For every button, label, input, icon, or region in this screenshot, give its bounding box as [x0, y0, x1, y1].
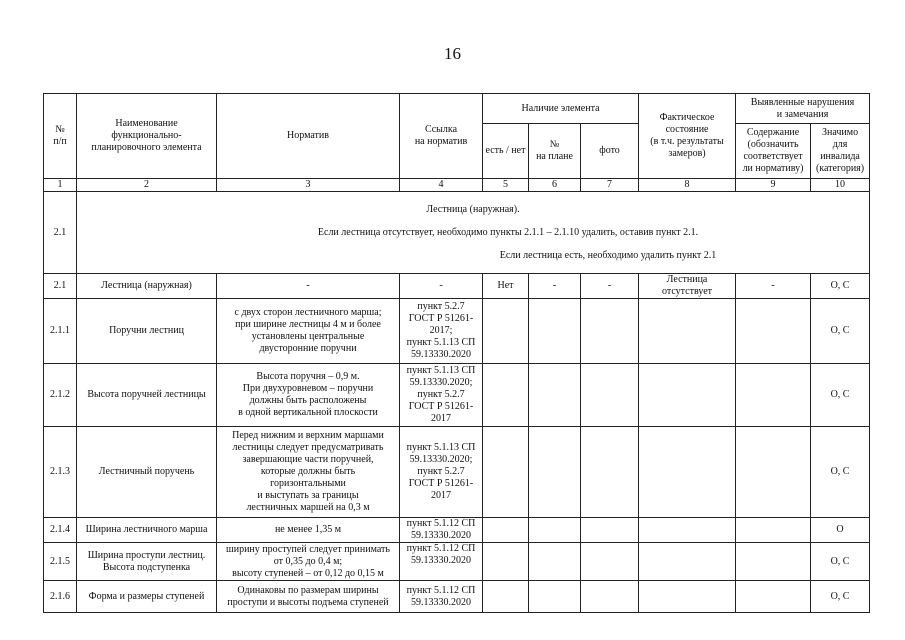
row-yes-no [483, 581, 529, 613]
row-content [736, 364, 811, 427]
row-num: 2.1 [44, 274, 77, 299]
row-photo [581, 364, 639, 427]
row-category: О, С [811, 299, 870, 364]
row-ref: пункт 5.1.12 СП 59.13330.2020 [400, 543, 483, 581]
row-category: О, С [811, 364, 870, 427]
row-plan: - [529, 274, 581, 299]
row-yes-no [483, 364, 529, 427]
row-num: 2.1.2 [44, 364, 77, 427]
row-yes-no: Нет [483, 274, 529, 299]
row-ref: пункт 5.1.13 СП 59.13330.2020; пункт 5.2.7 ГОСТ Р 51261- 2017 [400, 427, 483, 518]
row-name: Лестница (наружная) [77, 274, 217, 299]
row-content [736, 299, 811, 364]
column-number: 4 [400, 179, 483, 192]
row-norm: Одинаковы по размерам ширины проступи и высоты подъема ступеней [217, 581, 400, 613]
row-num: 2.1.6 [44, 581, 77, 613]
row-norm: ширину проступей следует принимать от 0,35 до 0,4 м; высоту ступеней – от 0,12 до 0,15 м [217, 543, 400, 581]
table-row [44, 543, 870, 581]
section-row [44, 192, 870, 274]
header-violations: Выявленные нарушения и замечания [736, 94, 870, 124]
row-plan [529, 299, 581, 364]
row-photo [581, 581, 639, 613]
row-plan [529, 518, 581, 543]
row-norm: не менее 1,35 м [217, 518, 400, 543]
row-actual [639, 299, 736, 364]
row-yes-no [483, 543, 529, 581]
row-photo [581, 299, 639, 364]
row-category: О, С [811, 274, 870, 299]
row-actual [639, 427, 736, 518]
header-norm: Норматив [217, 94, 400, 179]
row-plan [529, 364, 581, 427]
row-num: 2.1.4 [44, 518, 77, 543]
page-number: 16 [444, 44, 461, 63]
section-note-present: Если лестница есть, необходимо удалить пункт 2.1 [499, 250, 717, 261]
header-presence-yes-no: есть / нет [483, 124, 529, 179]
row-norm: с двух сторон лестничного марша; при ширине лестницы 4 м и более установлены центральные двусторонние поручни [217, 299, 400, 364]
header-ref: Ссылка на норматив [400, 94, 483, 179]
row-actual [639, 543, 736, 581]
accessibility-table [43, 93, 870, 613]
section-num: 2.1 [44, 192, 77, 274]
header-presence-plan: № на плане [529, 124, 581, 179]
row-num: 2.1.3 [44, 427, 77, 518]
row-photo [581, 518, 639, 543]
row-yes-no [483, 427, 529, 518]
row-ref: пункт 5.2.7 ГОСТ Р 51261- 2017; пункт 5.1.13 СП 59.13330.2020 [400, 299, 483, 364]
row-category: О [811, 518, 870, 543]
header-violations-content: Содержание (обозначить соответствует ли нормативу) [736, 124, 811, 179]
row-actual [639, 364, 736, 427]
row-plan [529, 427, 581, 518]
column-number: 2 [77, 179, 217, 192]
row-content [736, 427, 811, 518]
section-title: Лестница (наружная). [426, 204, 520, 215]
row-photo [581, 543, 639, 581]
header-violations-significant: Значимо для инвалида (категория) [811, 124, 870, 179]
row-content [736, 543, 811, 581]
column-number: 10 [811, 179, 870, 192]
table-row [44, 274, 870, 299]
row-content [736, 518, 811, 543]
row-name: Высота поручней лестницы [77, 364, 217, 427]
section-instructions [77, 192, 870, 274]
row-ref: пункт 5.1.12 СП 59.13330.2020 [400, 581, 483, 613]
row-ref: пункт 5.1.12 СП 59.13330.2020 [400, 518, 483, 543]
column-number: 3 [217, 179, 400, 192]
header-row-1 [44, 94, 870, 124]
row-name: Поручни лестниц [77, 299, 217, 364]
column-number: 8 [639, 179, 736, 192]
header-name: Наименование функционально- планировочного элемента [77, 94, 217, 179]
row-actual: Лестница отсутствует [639, 274, 736, 299]
table-row [44, 518, 870, 543]
row-name: Лестничный поручень [77, 427, 217, 518]
row-yes-no [483, 299, 529, 364]
table-row [44, 427, 870, 518]
header-actual: Фактическое состояние (в т.ч. результаты замеров) [639, 94, 736, 179]
header-presence: Наличие элемента [483, 94, 639, 124]
row-ref: - [400, 274, 483, 299]
row-category: О, С [811, 581, 870, 613]
row-name: Форма и размеры ступеней [77, 581, 217, 613]
row-norm: - [217, 274, 400, 299]
table-row [44, 299, 870, 364]
row-yes-no [483, 518, 529, 543]
row-plan [529, 543, 581, 581]
section-note-absent: Если лестница отсутствует, необходимо пункты 2.1.1 – 2.1.10 удалить, оставив пункт 2.1. [317, 227, 699, 238]
row-actual [639, 581, 736, 613]
row-content [736, 581, 811, 613]
table-row [44, 581, 870, 613]
row-plan [529, 581, 581, 613]
row-category: О, С [811, 427, 870, 518]
column-number: 7 [581, 179, 639, 192]
row-ref: пункт 5.1.13 СП 59.13330.2020; пункт 5.2.7 ГОСТ Р 51261- 2017 [400, 364, 483, 427]
row-num: 2.1.5 [44, 543, 77, 581]
row-num: 2.1.1 [44, 299, 77, 364]
column-number: 9 [736, 179, 811, 192]
header-num: № п/п [44, 94, 77, 179]
row-norm: Высота поручня – 0,9 м. При двухуровневом – поручни должны быть расположены в одной вертикальной плоскости [217, 364, 400, 427]
row-name: Ширина лестничного марша [77, 518, 217, 543]
column-number: 5 [483, 179, 529, 192]
row-photo: - [581, 274, 639, 299]
row-norm: Перед нижним и верхним маршами лестницы следует предусматривать завершающие части поручней, которые должны быть горизонтальными и выступать за границы лестничных маршей на 0,3 м [217, 427, 400, 518]
row-content: - [736, 274, 811, 299]
row-name: Ширина проступи лестниц. Высота подступенка [77, 543, 217, 581]
column-number-row [44, 179, 870, 192]
column-number: 6 [529, 179, 581, 192]
table-row [44, 364, 870, 427]
header-presence-photo: фото [581, 124, 639, 179]
row-category: О, С [811, 543, 870, 581]
row-actual [639, 518, 736, 543]
row-photo [581, 427, 639, 518]
column-number: 1 [44, 179, 77, 192]
